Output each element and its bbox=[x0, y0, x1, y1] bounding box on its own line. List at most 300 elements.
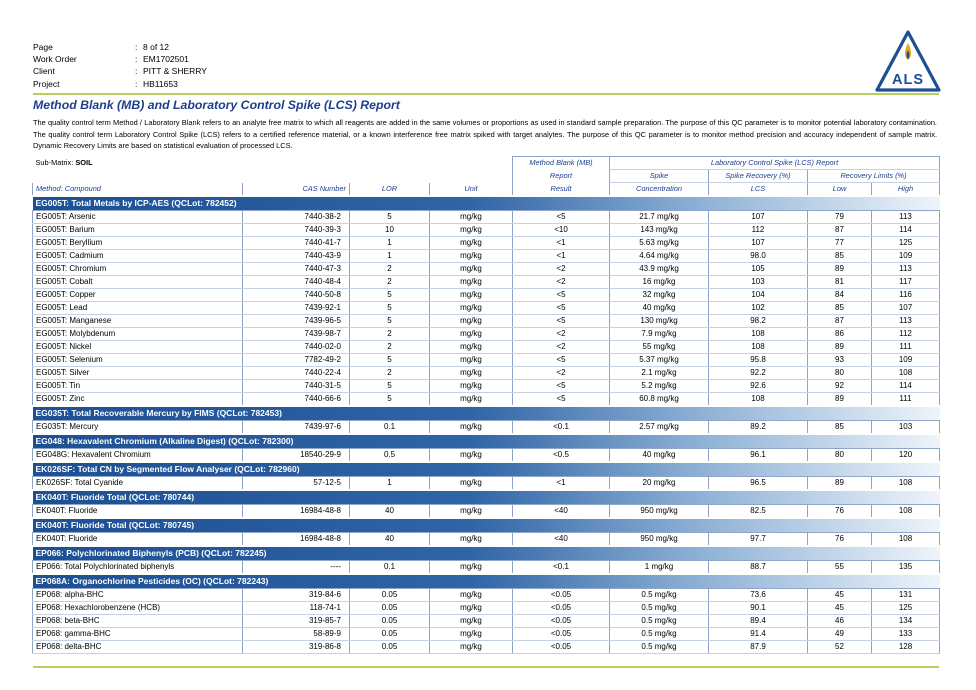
col-concentration: Concentration bbox=[610, 183, 709, 197]
cell-concentration: 55 mg/kg bbox=[610, 341, 709, 354]
table-row bbox=[33, 315, 940, 328]
cell-lcs: 107 bbox=[709, 211, 808, 224]
cell-unit: mg/kg bbox=[430, 393, 513, 407]
header-row-2 bbox=[33, 170, 940, 183]
cell-low: 49 bbox=[808, 628, 872, 641]
section-header bbox=[33, 196, 940, 211]
cell-unit: mg/kg bbox=[430, 615, 513, 628]
cell-low: 77 bbox=[808, 237, 872, 250]
sub-matrix-value: SOIL bbox=[75, 158, 93, 167]
cell-compound: EG005T: Silver bbox=[33, 367, 243, 380]
table-row bbox=[33, 328, 940, 341]
header-client-row bbox=[33, 65, 207, 77]
cell-unit: mg/kg bbox=[430, 628, 513, 641]
cell-concentration: 950 mg/kg bbox=[610, 533, 709, 547]
cell-compound: EG035T: Mercury bbox=[33, 421, 243, 435]
cell-low: 92 bbox=[808, 380, 872, 393]
cell-compound: EG005T: Barium bbox=[33, 224, 243, 237]
cell-lcs: 73.6 bbox=[709, 589, 808, 602]
section-title: EP066: Polychlorinated Biphenyls (PCB) (QCLot: 782245) bbox=[33, 546, 940, 561]
cell-high: 114 bbox=[872, 224, 940, 237]
section-title: EG005T: Total Metals by ICP-AES (QCLot: 782452) bbox=[33, 196, 940, 211]
cell-compound: EP068: alpha-BHC bbox=[33, 589, 243, 602]
table-row bbox=[33, 263, 940, 276]
cell-cas-number: 7439-97-6 bbox=[243, 421, 350, 435]
cell-cas-number: 7440-47-3 bbox=[243, 263, 350, 276]
cell-unit: mg/kg bbox=[430, 533, 513, 547]
work-order-label: Work Order bbox=[33, 54, 77, 65]
cell-lor: 0.05 bbox=[350, 589, 430, 602]
cell-compound: EK026SF: Total Cyanide bbox=[33, 477, 243, 491]
cell-result: <1 bbox=[513, 250, 610, 263]
cell-lcs: 108 bbox=[709, 341, 808, 354]
cell-low: 85 bbox=[808, 302, 872, 315]
cell-lor: 2 bbox=[350, 341, 430, 354]
cell-compound: EG005T: Cadmium bbox=[33, 250, 243, 263]
cell-compound: EK040T: Fluoride bbox=[33, 505, 243, 519]
col-unit: Unit bbox=[430, 183, 513, 197]
cell-unit: mg/kg bbox=[430, 263, 513, 276]
table-row bbox=[33, 276, 940, 289]
cell-low: 84 bbox=[808, 289, 872, 302]
cell-lcs: 102 bbox=[709, 302, 808, 315]
cell-high: 113 bbox=[872, 315, 940, 328]
cell-low: 87 bbox=[808, 315, 872, 328]
cell-lor: 5 bbox=[350, 354, 430, 367]
cell-result: <0.1 bbox=[513, 421, 610, 435]
cell-lor: 5 bbox=[350, 289, 430, 302]
section-header bbox=[33, 434, 940, 449]
cell-concentration: 2.57 mg/kg bbox=[610, 421, 709, 435]
table-row bbox=[33, 421, 940, 435]
cell-compound: EK040T: Fluoride bbox=[33, 533, 243, 547]
cell-compound: EG005T: Zinc bbox=[33, 393, 243, 407]
cell-concentration: 7.9 mg/kg bbox=[610, 328, 709, 341]
cell-lor: 40 bbox=[350, 505, 430, 519]
cell-lor: 0.05 bbox=[350, 628, 430, 641]
cell-cas-number: 57-12-5 bbox=[243, 477, 350, 491]
cell-cas-number: 319-86-8 bbox=[243, 641, 350, 654]
cell-cas-number: 7440-02-0 bbox=[243, 341, 350, 354]
section-header bbox=[33, 546, 940, 561]
cell-result: <1 bbox=[513, 237, 610, 250]
cell-lor: 0.5 bbox=[350, 449, 430, 463]
cell-high: 113 bbox=[872, 263, 940, 276]
cell-compound: EP068: gamma-BHC bbox=[33, 628, 243, 641]
cell-concentration: 0.5 mg/kg bbox=[610, 602, 709, 615]
cell-concentration: 16 mg/kg bbox=[610, 276, 709, 289]
cell-lor: 5 bbox=[350, 315, 430, 328]
cell-cas-number: 18540-29-9 bbox=[243, 449, 350, 463]
cell-low: 45 bbox=[808, 589, 872, 602]
client-label: Client bbox=[33, 66, 55, 77]
section-title: EP068A: Organochlorine Pesticides (OC) (QCLot: 782243) bbox=[33, 574, 940, 589]
cell-concentration: 0.5 mg/kg bbox=[610, 628, 709, 641]
cell-concentration: 5.63 mg/kg bbox=[610, 237, 709, 250]
qc-table-body bbox=[33, 196, 940, 654]
col-lcs: LCS bbox=[709, 183, 808, 197]
cell-low: 80 bbox=[808, 367, 872, 380]
cell-lor: 0.05 bbox=[350, 641, 430, 654]
table-row bbox=[33, 449, 940, 463]
cell-low: 93 bbox=[808, 354, 872, 367]
table-row bbox=[33, 477, 940, 491]
cell-low: 85 bbox=[808, 250, 872, 263]
cell-high: 128 bbox=[872, 641, 940, 654]
cell-cas-number: 7440-31-5 bbox=[243, 380, 350, 393]
cell-high: 125 bbox=[872, 602, 940, 615]
cell-lor: 2 bbox=[350, 263, 430, 276]
cell-lor: 5 bbox=[350, 393, 430, 407]
colon: : bbox=[135, 54, 138, 65]
cell-lor: 1 bbox=[350, 250, 430, 263]
table-row bbox=[33, 237, 940, 250]
cell-cas-number: 58-89-9 bbox=[243, 628, 350, 641]
page-value: 8 of 12 bbox=[143, 42, 169, 52]
cell-high: 117 bbox=[872, 276, 940, 289]
table-row bbox=[33, 505, 940, 519]
section-title: EK026SF: Total CN by Segmented Flow Analyser (QCLot: 782960) bbox=[33, 462, 940, 477]
cell-high: 109 bbox=[872, 354, 940, 367]
cell-unit: mg/kg bbox=[430, 477, 513, 491]
cell-result: <0.05 bbox=[513, 602, 610, 615]
cell-unit: mg/kg bbox=[430, 367, 513, 380]
cell-low: 76 bbox=[808, 505, 872, 519]
table-row bbox=[33, 302, 940, 315]
cell-unit: mg/kg bbox=[430, 354, 513, 367]
cell-high: 133 bbox=[872, 628, 940, 641]
cell-result: <2 bbox=[513, 341, 610, 354]
cell-high: 107 bbox=[872, 302, 940, 315]
section-header bbox=[33, 490, 940, 505]
cell-lor: 2 bbox=[350, 367, 430, 380]
cell-high: 112 bbox=[872, 328, 940, 341]
cell-concentration: 0.5 mg/kg bbox=[610, 615, 709, 628]
page-label: Page bbox=[33, 42, 53, 52]
top-divider bbox=[33, 93, 939, 95]
col-high: High bbox=[872, 183, 940, 197]
qc-table bbox=[32, 156, 940, 654]
mb-group-line1: Method Blank (MB) bbox=[529, 158, 593, 168]
cell-concentration: 143 mg/kg bbox=[610, 224, 709, 237]
section-title: EG048: Hexavalent Chromium (Alkaline Digest) (QCLot: 782300) bbox=[33, 434, 940, 449]
cell-low: 86 bbox=[808, 328, 872, 341]
table-row bbox=[33, 289, 940, 302]
cell-high: 111 bbox=[872, 341, 940, 354]
cell-low: 89 bbox=[808, 263, 872, 276]
cell-lor: 1 bbox=[350, 477, 430, 491]
cell-unit: mg/kg bbox=[430, 328, 513, 341]
cell-cas-number: 7440-41-7 bbox=[243, 237, 350, 250]
header-page-row bbox=[33, 41, 207, 53]
cell-result: <0.1 bbox=[513, 561, 610, 575]
cell-lcs: 98.0 bbox=[709, 250, 808, 263]
column-header-row bbox=[33, 183, 940, 197]
cell-unit: mg/kg bbox=[430, 289, 513, 302]
section-title: EK040T: Fluoride Total (QCLot: 780745) bbox=[33, 518, 940, 533]
cell-high: 111 bbox=[872, 393, 940, 407]
cell-lcs: 108 bbox=[709, 328, 808, 341]
cell-concentration: 40 mg/kg bbox=[610, 449, 709, 463]
cell-high: 113 bbox=[872, 211, 940, 224]
cell-result: <5 bbox=[513, 315, 610, 328]
colon: : bbox=[135, 78, 138, 89]
table-row bbox=[33, 211, 940, 224]
cell-low: 89 bbox=[808, 477, 872, 491]
cell-cas-number: 7782-49-2 bbox=[243, 354, 350, 367]
col-cas-number: CAS Number bbox=[243, 183, 350, 197]
cell-lcs: 98.2 bbox=[709, 315, 808, 328]
cell-cas-number: 7440-43-9 bbox=[243, 250, 350, 263]
header-work-order-row bbox=[33, 53, 207, 65]
table-row bbox=[33, 615, 940, 628]
header-project-row bbox=[33, 78, 207, 90]
cell-low: 52 bbox=[808, 641, 872, 654]
cell-result: <5 bbox=[513, 289, 610, 302]
cell-lcs: 82.5 bbox=[709, 505, 808, 519]
cell-concentration: 40 mg/kg bbox=[610, 302, 709, 315]
cell-cas-number: 118-74-1 bbox=[243, 602, 350, 615]
cell-lor: 10 bbox=[350, 224, 430, 237]
spike-header: Spike bbox=[610, 170, 709, 183]
cell-concentration: 60.8 mg/kg bbox=[610, 393, 709, 407]
table-row bbox=[33, 354, 940, 367]
cell-unit: mg/kg bbox=[430, 380, 513, 393]
cell-compound: EG005T: Manganese bbox=[33, 315, 243, 328]
cell-compound: EG005T: Chromium bbox=[33, 263, 243, 276]
cell-lor: 2 bbox=[350, 328, 430, 341]
cell-result: <40 bbox=[513, 533, 610, 547]
table-row bbox=[33, 341, 940, 354]
cell-lcs: 89.2 bbox=[709, 421, 808, 435]
col-lor: LOR bbox=[350, 183, 430, 197]
cell-cas-number: 7439-96-5 bbox=[243, 315, 350, 328]
cell-result: <40 bbox=[513, 505, 610, 519]
cell-cas-number: 7439-98-7 bbox=[243, 328, 350, 341]
cell-lcs: 97.7 bbox=[709, 533, 808, 547]
cell-lcs: 96.1 bbox=[709, 449, 808, 463]
cell-high: 131 bbox=[872, 589, 940, 602]
cell-concentration: 43.9 mg/kg bbox=[610, 263, 709, 276]
cell-concentration: 21.7 mg/kg bbox=[610, 211, 709, 224]
cell-lcs: 88.7 bbox=[709, 561, 808, 575]
cell-cas-number: ---- bbox=[243, 561, 350, 575]
cell-result: <5 bbox=[513, 354, 610, 367]
cell-lcs: 90.1 bbox=[709, 602, 808, 615]
cell-result: <2 bbox=[513, 328, 610, 341]
cell-unit: mg/kg bbox=[430, 641, 513, 654]
sub-matrix bbox=[33, 157, 243, 170]
cell-lcs: 108 bbox=[709, 393, 808, 407]
cell-concentration: 0.5 mg/kg bbox=[610, 641, 709, 654]
cell-concentration: 130 mg/kg bbox=[610, 315, 709, 328]
cell-lcs: 96.5 bbox=[709, 477, 808, 491]
spike-recovery-header: Spike Recovery (%) bbox=[709, 170, 808, 183]
cell-unit: mg/kg bbox=[430, 561, 513, 575]
cell-lor: 0.1 bbox=[350, 561, 430, 575]
colon: : bbox=[135, 66, 138, 77]
cell-compound: EG005T: Lead bbox=[33, 302, 243, 315]
cell-concentration: 1 mg/kg bbox=[610, 561, 709, 575]
section-title: EG035T: Total Recoverable Mercury by FIMS (QCLot: 782453) bbox=[33, 406, 940, 421]
cell-low: 87 bbox=[808, 224, 872, 237]
cell-high: 108 bbox=[872, 367, 940, 380]
cell-low: 80 bbox=[808, 449, 872, 463]
report-title: Method Blank (MB) and Laboratory Control Spike (LCS) Report bbox=[33, 98, 400, 112]
table-row bbox=[33, 380, 940, 393]
cell-high: 114 bbox=[872, 380, 940, 393]
cell-result: <0.5 bbox=[513, 449, 610, 463]
cell-high: 109 bbox=[872, 250, 940, 263]
header-row-1 bbox=[33, 157, 940, 170]
cell-lor: 0.05 bbox=[350, 615, 430, 628]
table-row bbox=[33, 641, 940, 654]
cell-lcs: 87.9 bbox=[709, 641, 808, 654]
colon: : bbox=[135, 42, 138, 52]
cell-unit: mg/kg bbox=[430, 505, 513, 519]
cell-result: <1 bbox=[513, 477, 610, 491]
cell-lcs: 112 bbox=[709, 224, 808, 237]
cell-compound: EG005T: Cobalt bbox=[33, 276, 243, 289]
cell-compound: EP068: Hexachlorobenzene (HCB) bbox=[33, 602, 243, 615]
cell-cas-number: 7440-50-8 bbox=[243, 289, 350, 302]
cell-unit: mg/kg bbox=[430, 602, 513, 615]
table-row bbox=[33, 589, 940, 602]
cell-lcs: 107 bbox=[709, 237, 808, 250]
cell-result: <5 bbox=[513, 393, 610, 407]
cell-high: 103 bbox=[872, 421, 940, 435]
client-value: PITT & SHERRY bbox=[143, 66, 207, 77]
cell-lor: 2 bbox=[350, 276, 430, 289]
cell-concentration: 32 mg/kg bbox=[610, 289, 709, 302]
cell-lor: 5 bbox=[350, 380, 430, 393]
col-result: Result bbox=[513, 183, 610, 197]
cell-lcs: 91.4 bbox=[709, 628, 808, 641]
cell-concentration: 20 mg/kg bbox=[610, 477, 709, 491]
cell-low: 85 bbox=[808, 421, 872, 435]
cell-cas-number: 7440-66-6 bbox=[243, 393, 350, 407]
section-header bbox=[33, 462, 940, 477]
table-row bbox=[33, 393, 940, 407]
cell-concentration: 2.1 mg/kg bbox=[610, 367, 709, 380]
cell-result: <2 bbox=[513, 367, 610, 380]
cell-compound: EP068: delta-BHC bbox=[33, 641, 243, 654]
cell-concentration: 950 mg/kg bbox=[610, 505, 709, 519]
cell-low: 79 bbox=[808, 211, 872, 224]
cell-low: 55 bbox=[808, 561, 872, 575]
cell-compound: EG005T: Beryllium bbox=[33, 237, 243, 250]
cell-lor: 1 bbox=[350, 237, 430, 250]
cell-low: 81 bbox=[808, 276, 872, 289]
mb-group-header bbox=[513, 157, 610, 170]
work-order-value: EM1702501 bbox=[143, 54, 189, 65]
cell-low: 89 bbox=[808, 341, 872, 354]
cell-high: 134 bbox=[872, 615, 940, 628]
cell-result: <0.05 bbox=[513, 628, 610, 641]
recovery-limits-header: Recovery Limits (%) bbox=[808, 170, 940, 183]
cell-compound: EG005T: Selenium bbox=[33, 354, 243, 367]
cell-cas-number: 7440-39-3 bbox=[243, 224, 350, 237]
cell-lor: 0.05 bbox=[350, 602, 430, 615]
logo-text: ALS bbox=[892, 72, 924, 88]
cell-result: <10 bbox=[513, 224, 610, 237]
cell-unit: mg/kg bbox=[430, 315, 513, 328]
cell-result: <0.05 bbox=[513, 615, 610, 628]
cell-lor: 5 bbox=[350, 302, 430, 315]
cell-cas-number: 16984-48-8 bbox=[243, 505, 350, 519]
cell-high: 116 bbox=[872, 289, 940, 302]
cell-compound: EG005T: Copper bbox=[33, 289, 243, 302]
bottom-divider bbox=[33, 666, 939, 668]
cell-cas-number: 319-84-6 bbox=[243, 589, 350, 602]
cell-high: 120 bbox=[872, 449, 940, 463]
col-method-compound: Method: Compound bbox=[33, 183, 243, 197]
col-low: Low bbox=[808, 183, 872, 197]
cell-result: <0.05 bbox=[513, 589, 610, 602]
cell-high: 108 bbox=[872, 533, 940, 547]
cell-result: <5 bbox=[513, 211, 610, 224]
section-title: EK040T: Fluoride Total (QCLot: 780744) bbox=[33, 490, 940, 505]
als-logo bbox=[875, 29, 941, 93]
cell-unit: mg/kg bbox=[430, 211, 513, 224]
cell-concentration: 0.5 mg/kg bbox=[610, 589, 709, 602]
cell-lcs: 92.2 bbox=[709, 367, 808, 380]
mb-group-line2: Report bbox=[513, 170, 610, 183]
cell-cas-number: 7440-48-4 bbox=[243, 276, 350, 289]
cell-compound: EG005T: Tin bbox=[33, 380, 243, 393]
cell-lcs: 103 bbox=[709, 276, 808, 289]
cell-high: 108 bbox=[872, 505, 940, 519]
lcs-group-header: Laboratory Control Spike (LCS) Report bbox=[610, 157, 940, 170]
cell-result: <5 bbox=[513, 302, 610, 315]
section-header bbox=[33, 518, 940, 533]
sub-matrix-label: Sub-Matrix: bbox=[35, 158, 74, 167]
cell-lcs: 104 bbox=[709, 289, 808, 302]
cell-unit: mg/kg bbox=[430, 302, 513, 315]
cell-cas-number: 7439-92-1 bbox=[243, 302, 350, 315]
cell-compound: EG005T: Nickel bbox=[33, 341, 243, 354]
cell-unit: mg/kg bbox=[430, 276, 513, 289]
cell-result: <5 bbox=[513, 380, 610, 393]
table-row bbox=[33, 367, 940, 380]
cell-unit: mg/kg bbox=[430, 341, 513, 354]
cell-lor: 0.1 bbox=[350, 421, 430, 435]
cell-compound: EP068: beta-BHC bbox=[33, 615, 243, 628]
intro-paragraph: The quality control term Method / Laboratory Blank refers to an analyte free matrix to which all reagents are added in the same volumes or proportions as used in standard sample preparation. The purpose of this QC parameter is to monitor potential laboratory contamination. The quality control term Laboratory Control Spike (LCS) refers to a certified reference material, or a known interference free matrix spiked with target analytes. The purpose of this QC parameter is to monitor method precision and accuracy independent of sample matrix. Dynamic Recovery Limits are based on statistical evaluation of processed LCS. bbox=[33, 118, 937, 151]
cell-unit: mg/kg bbox=[430, 224, 513, 237]
cell-lor: 40 bbox=[350, 533, 430, 547]
cell-low: 46 bbox=[808, 615, 872, 628]
cell-cas-number: 319-85-7 bbox=[243, 615, 350, 628]
cell-high: 125 bbox=[872, 237, 940, 250]
table-row bbox=[33, 561, 940, 575]
cell-low: 76 bbox=[808, 533, 872, 547]
cell-cas-number: 7440-22-4 bbox=[243, 367, 350, 380]
cell-result: <0.05 bbox=[513, 641, 610, 654]
table-row bbox=[33, 224, 940, 237]
cell-compound: EG005T: Molybdenum bbox=[33, 328, 243, 341]
cell-unit: mg/kg bbox=[430, 250, 513, 263]
table-row bbox=[33, 533, 940, 547]
cell-high: 108 bbox=[872, 477, 940, 491]
cell-concentration: 5.37 mg/kg bbox=[610, 354, 709, 367]
cell-cas-number: 7440-38-2 bbox=[243, 211, 350, 224]
cell-lcs: 105 bbox=[709, 263, 808, 276]
section-header bbox=[33, 574, 940, 589]
project-value: HB11653 bbox=[143, 78, 178, 89]
cell-unit: mg/kg bbox=[430, 237, 513, 250]
cell-compound: EP066: Total Polychlorinated biphenyls bbox=[33, 561, 243, 575]
